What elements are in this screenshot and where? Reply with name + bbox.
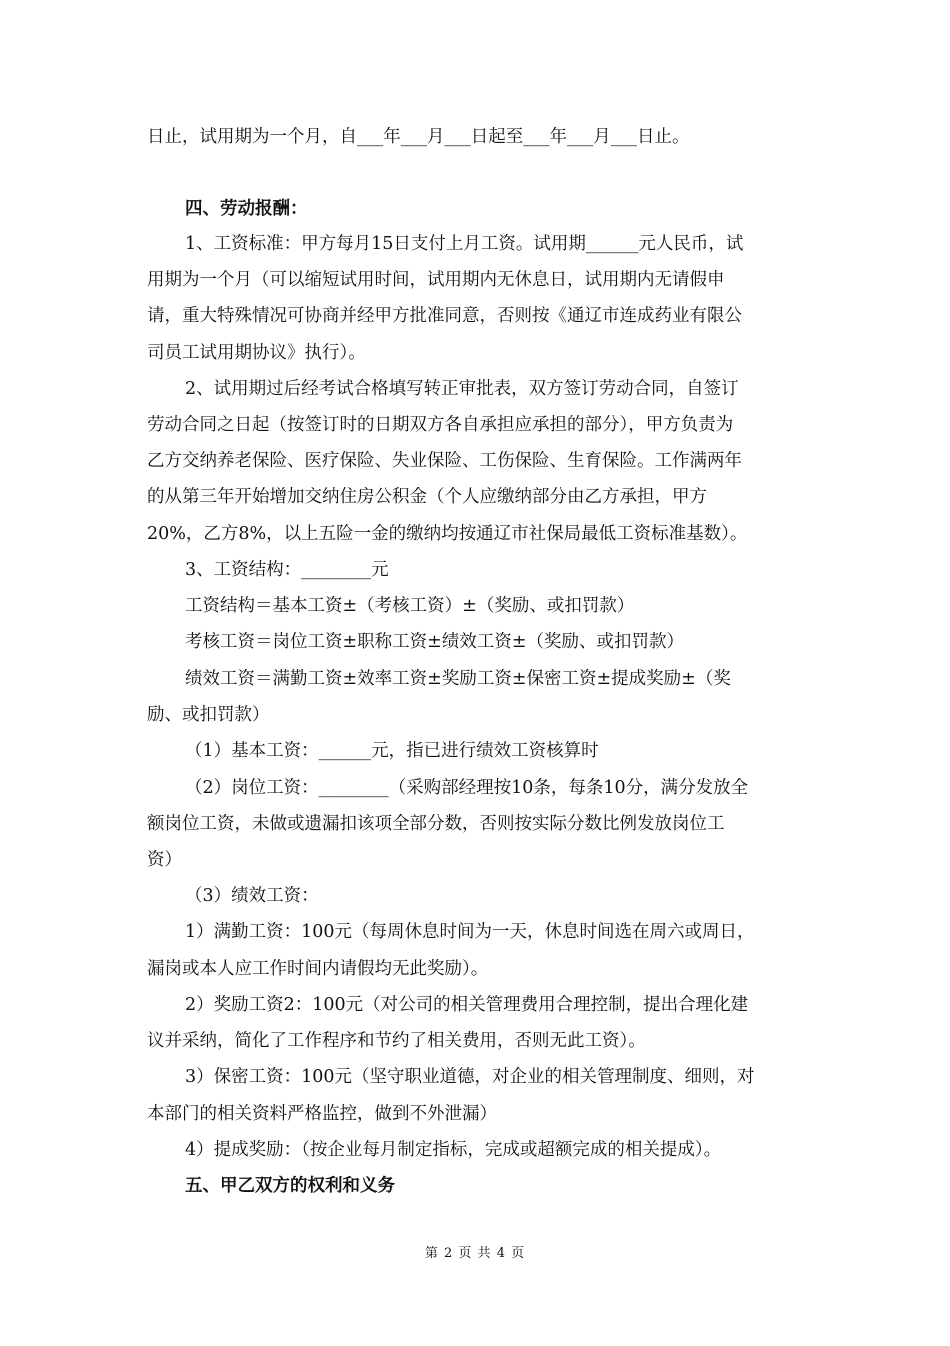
document-page: 日止，试用期为一个月，自___年___月___日起至___年___月___日止。 四、劳动报酬： 1、工资标准：甲方每月15日支付上月工资。试用期______元人民币，试 用期为一个月（可以缩短试用时间，试用期内无休息日，试用期内无请假申 请，重大特殊情况可协商并经甲方批准同意，否则按《通辽市连成药业有限公 司员工试用期协议》执行）。 2、试用期过后经考试合格填写转正审批表，双方签订劳动合同，自签订 劳动合同之日起（按签订时的日期双方各自承担应承担的部分），甲方负责为 乙方交纳养老保险、医疗保险、失业保险、工伤保险、生育保险。工作满两年 的从第三年开始增加交纳住房公积金（个人应缴纳部分由乙方承担，甲方 20%，乙方8%，以上五险一金的缴纳均按通辽市社保局最低工资标准基数）。 3、工资结构：________元 工资结构＝基本工资±（考核工资）±（奖励、或扣罚款） 考核工资＝岗位工资±职称工资±绩效工资±（奖励、或扣罚款） 绩效工资＝满勤工资±效率工资±奖励工资±保密工资±提成奖励±（奖 励、或扣罚款） （1）基本工资：______元，指已进行绩效工资核算时 （2）岗位工资：________（采购部经理按10条，每条10分，满分发放全 额岗位工资，未做或遗漏扣该项全部分数，否则按实际分数比例发放岗位工 资） （3）绩效工资： 1）满勤工资：100元（每周休息时间为一天，休息时间选在周六或周日， 漏岗或本人应工作时间内请假均无此奖励）。 2）奖励工资2：100元（对公司的相关管理费用合理控制，提出合理化建 议并采纳，简化了工作程序和节约了相关费用，否则无此工资）。 3）保密工资：100元（坚守职业道德，对企业的相关管理制度、细则，对 本部门的相关资料严格监控，做到不外泄漏） 4）提成奖励：（按企业每月制定指标，完成或超额完成的相关提成）。 五、甲乙双方的权利和义务 第 2 页 共 4 页 [0, 0, 950, 1346]
page-footer: 第 2 页 共 4 页 [424, 1246, 526, 1261]
